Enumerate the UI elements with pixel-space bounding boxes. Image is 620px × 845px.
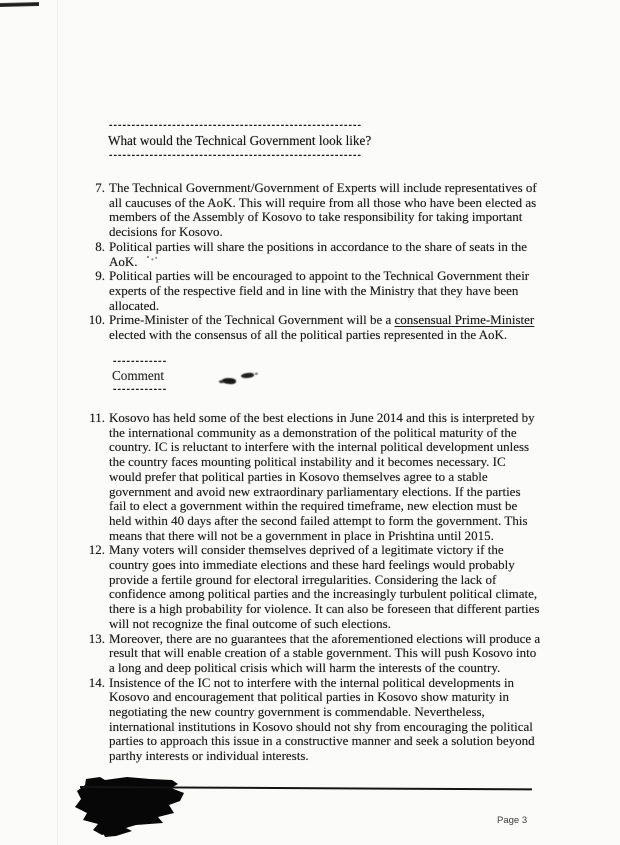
item-text: Insistence of the IC not to interfere with the internal political developments in Kosovo and encouragement that political parties in Kosovo show maturity in negotiating the new country government is commendable. Nevertheless, international institutions in Kosovo should not shy from encouraging the political parties to approach this issue in a constructive manner and seek a solution beyond parthy interests or individual interests. (109, 674, 535, 764)
item-text: Kosovo has held some of the best elections in June 2014 and this is interpreted by the international community as a demonstration of the political maturity of the country. IC is reluctant to interfere with the internal political development unless the country faces mounting political instability and it becomes necessary. IC would prefer that political parties in Kosovo themselves agree to a stable government and avoid new extraordinary parliamentary elections. If the parties fail to elect a government within the required timeframe, new election must be held within 40 days after the second failed attempt to form the government. This means that there will not be a government in place in Prishtina until 2015. (109, 410, 535, 543)
item-number: 14. (88, 674, 105, 690)
item-text: Political parties will be encouraged to appoint to the Technical Government their experts of the respective field and in line with the Ministry that they have been allocated. (109, 268, 530, 313)
item-text-pre: Prime-Minister of the Technical Government will be a (109, 312, 395, 328)
redaction-mark-top (0, 2, 39, 7)
numbered-list-top (86, 181, 541, 343)
item-number: 10. (88, 312, 105, 328)
item-text: Moreover, there are no guarantees that the aforementioned elections will produce a result that will enable creation of a stable government. This will push Kosovo into a long and deep political crisis which will harm the interests of the country. (109, 630, 541, 675)
item-text: Many voters will consider themselves deprived of a legitimate victory if the country goes into immediate elections and these hard feelings would probably provide a fertile ground for electoral irregularities. Considering the lack of confidence among political parties and the increasingly turbulent political climate, there is a high probability for violence. It can also be foreseen that different parties will not recognize the final outcome of such elections. (109, 542, 540, 631)
dashed-rule-bottom: ------------ (112, 386, 167, 394)
numbered-list-bottom (86, 411, 541, 764)
item-number: 9. (95, 268, 105, 284)
section-header (108, 122, 370, 160)
item-number: 12. (88, 542, 105, 558)
dashed-rule-top: ------------ (112, 358, 167, 366)
section-title: What would the Technical Government look like? (108, 133, 372, 148)
redaction-mark-bottom (72, 775, 194, 839)
item-text: Political parties will share the positions in accordance to the share of seats in the AoK. (109, 238, 528, 269)
list-item (86, 313, 541, 342)
list-item (86, 411, 541, 543)
item-number: 7. (95, 180, 105, 195)
dashed-rule-top: -------------------------------------------------------- (108, 122, 362, 130)
dashed-rule-bottom: -------------------------------------------------------- (108, 152, 362, 160)
item-number: 13. (88, 630, 105, 646)
item-number: 11. (89, 410, 105, 425)
comment-header (112, 358, 232, 394)
item-text: The Technical Government/Government of Experts will include representatives of all caucuses of the AoK. This will require from all those who have been elected as members of the Assembly of Kosovo to take responsibility for taking important decisions for Kosovo. (109, 180, 537, 240)
list-item (86, 240, 541, 269)
list-item (86, 676, 541, 764)
underlined-phrase: consensual Prime-Minister (394, 312, 535, 328)
list-item (86, 632, 541, 676)
list-item (86, 543, 541, 631)
ink-smudge (241, 372, 255, 379)
item-text (109, 313, 541, 342)
item-text-post: elected with the consensus of all the political parties represented in the AoK. (109, 327, 508, 343)
list-item (86, 181, 541, 240)
list-item (86, 269, 541, 313)
item-number: 8. (95, 238, 105, 254)
comment-label: Comment (112, 368, 165, 383)
page-number: Page 3 (497, 815, 528, 826)
scan-fold-line (57, 0, 58, 845)
